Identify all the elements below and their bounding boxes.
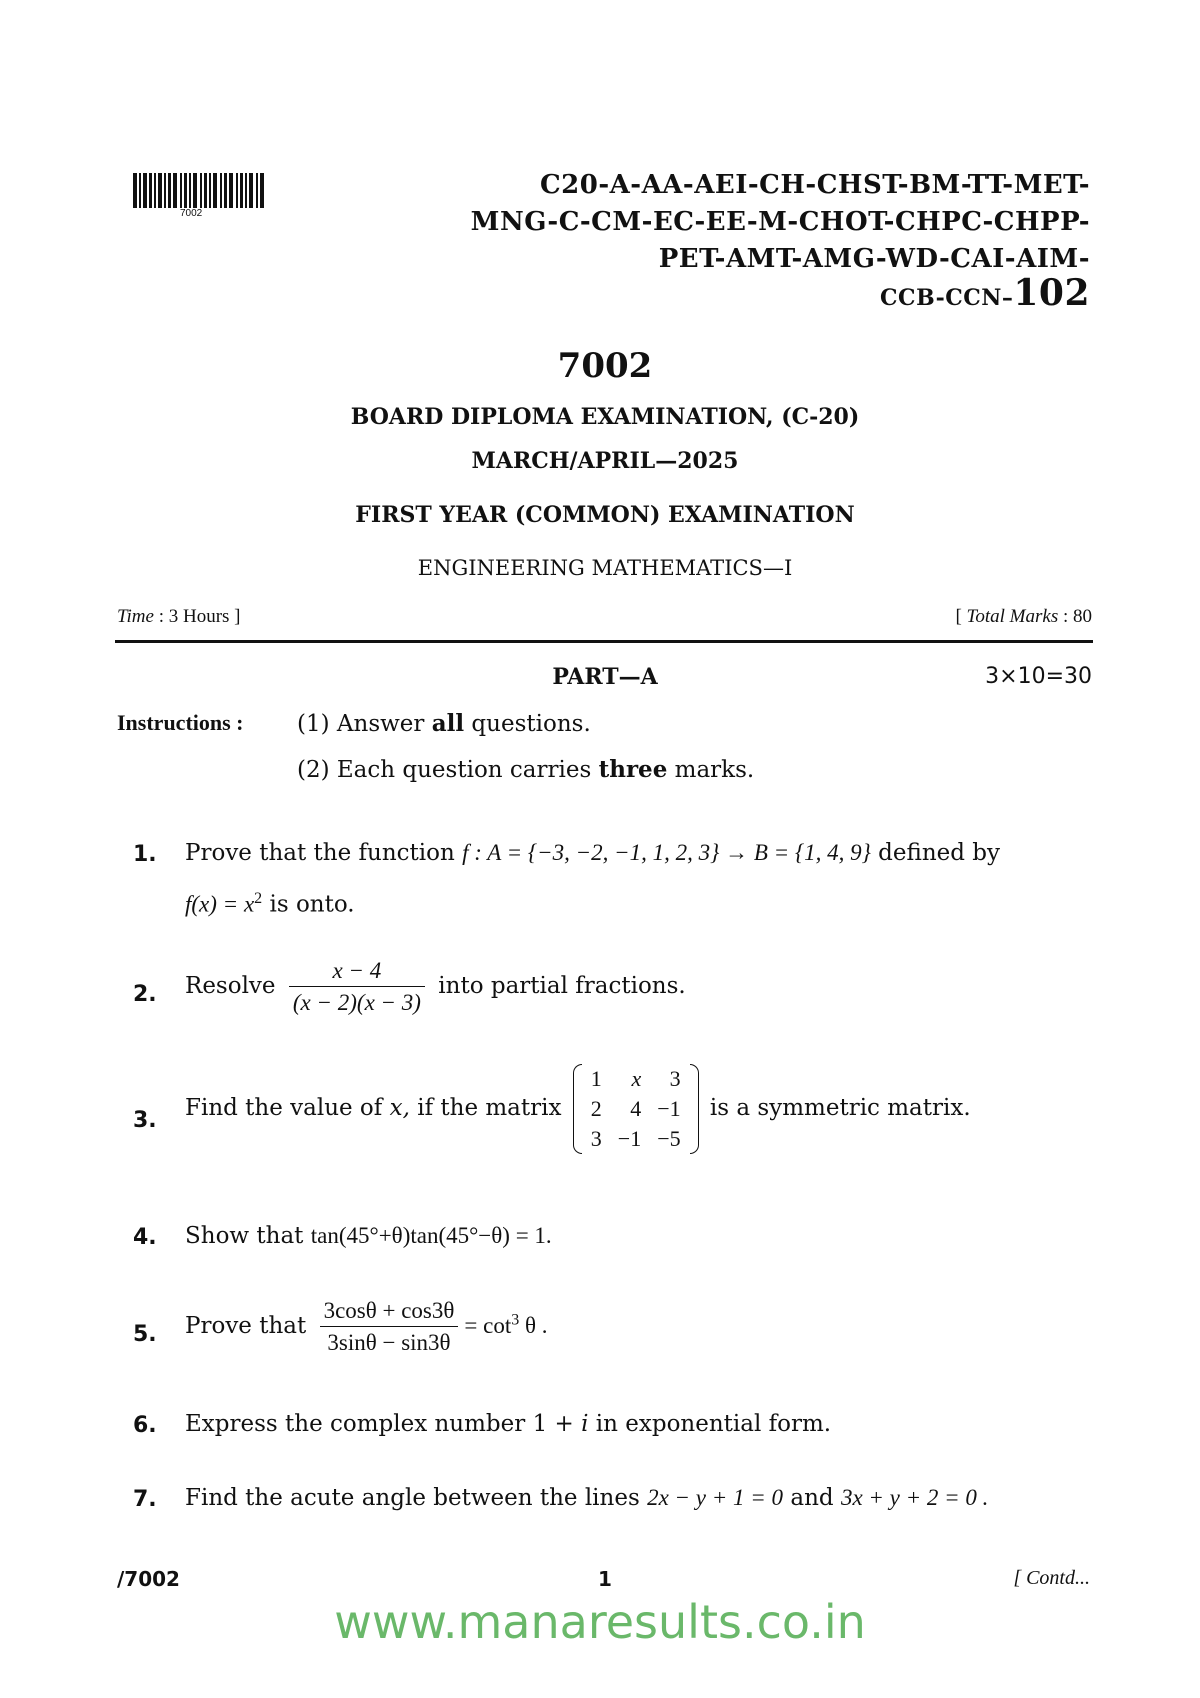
instruction-2-suffix: marks. [667,757,755,783]
instruction-1-prefix: (1) Answer [297,711,432,737]
question-3-matrix [573,1064,699,1154]
instruction-1-bold: all [431,710,465,737]
question-1-text-3: is onto. [262,891,355,918]
question-2-text-2: into partial fractions. [430,973,686,999]
question-7-number: 7. [133,1487,157,1512]
question-7-text-2: and [783,1485,841,1511]
course-code-prefix: CCB-CCN– [880,285,1014,311]
question-5-line [185,1298,548,1356]
matrix-cell: 3 [590,1126,602,1151]
question-7-line-eq-2: 3x + y + 2 = 0 . [840,1485,989,1510]
exam-session: MARCH/APRIL—2025 [471,448,739,474]
question-1-text: Prove that the function [185,840,463,866]
question-4-line [185,1223,552,1249]
question-6-text: Express the complex number 1 + [185,1411,582,1437]
question-3-line [185,1064,971,1154]
instruction-1 [297,710,591,737]
marks-info [955,606,1092,628]
matrix-cell: 1 [590,1066,602,1091]
paper-code: 7002 [557,346,653,386]
footer-contd: [ Contd... [1013,1567,1090,1589]
question-2-number: 2. [133,982,157,1007]
question-4-math: tan(45°+θ)tan(45°−θ) = 1. [310,1223,552,1248]
matrix-cell: 4 [630,1096,642,1121]
instruction-2 [297,756,754,783]
course-codes-line-4 [880,272,1090,314]
question-5-text: Prove that [185,1313,307,1339]
exam-title: BOARD DIPLOMA EXAMINATION, (C-20) [350,404,860,430]
course-codes-line-3: PET-AMT-AMG-WD-CAI-AIM- [658,244,1090,274]
instructions-label: Instructions : [117,710,244,735]
question-1-text-2: defined by [870,840,1001,866]
instruction-2-prefix: (2) Each question carries [297,757,599,783]
question-6-text-2: in exponential form. [588,1411,832,1437]
question-1-number: 1. [133,842,157,867]
barcode-image [133,173,266,208]
question-7-line [185,1485,988,1511]
question-5-number: 5. [133,1322,157,1347]
question-6-number: 6. [133,1413,157,1438]
course-codes-line-2: MNG-C-CM-EC-EE-M-CHOT-CHPC-CHPP- [470,207,1090,237]
marks-label: Total Marks [966,606,1059,627]
time-label: Time [117,606,154,627]
question-1-math: f : A = {−3, −2, −1, 1, 2, 3} → B = {1, 4, 9} [462,840,871,865]
instruction-1-suffix: questions. [464,711,591,737]
marks-bracket: [ [955,606,962,627]
question-5-rhs: = cot [464,1313,512,1338]
question-4-text: Show that [185,1223,311,1249]
course-codes-line-1: C20-A-AA-AEI-CH-CHST-BM-TT-MET- [539,170,1090,200]
course-code-number: 102 [1013,272,1090,314]
question-1-function: f(x) = x [185,891,255,917]
time-value: : 3 Hours ] [158,606,241,627]
page-number: 1 [598,1567,612,1591]
question-3-variable: x, [389,1095,410,1121]
question-5-fraction [320,1298,459,1356]
question-2-denominator: (x − 2)(x − 3) [292,990,421,1015]
matrix-cell: −1 [617,1126,642,1151]
question-6-variable: i [581,1411,589,1437]
question-3-text-2: if the matrix [409,1095,562,1121]
question-5-exponent: 3 [511,1311,520,1329]
question-7-line-eq-1: 2x − y + 1 = 0 [647,1485,784,1510]
question-2-text: Resolve [185,973,276,999]
question-3-text: Find the value of [185,1095,390,1121]
part-marks: 3×10=30 [985,664,1092,689]
marks-value: : 80 [1062,606,1092,627]
barcode-number: 7002 [180,208,203,219]
question-5-numerator: 3cosθ + cos3θ [320,1298,459,1327]
instruction-2-bold: three [598,756,668,783]
subject-title: ENGINEERING MATHEMATICS—I [417,556,793,580]
question-2-fraction [289,958,425,1016]
question-7-text: Find the acute angle between the lines [185,1485,648,1511]
matrix-cell: 2 [590,1096,602,1121]
website-watermark: www.manaresults.co.in [334,1595,866,1649]
question-2-numerator: x − 4 [289,958,425,987]
matrix-cell: x [631,1066,642,1091]
question-3-number: 3. [133,1108,157,1133]
question-6-line [185,1411,831,1437]
footer-paper-code: /7002 [117,1567,180,1591]
time-info [117,606,241,628]
matrix-cell: −1 [657,1096,681,1121]
question-3-text-3: is a symmetric matrix. [702,1095,971,1121]
question-5-denominator: 3sinθ − sin3θ [327,1330,451,1355]
header-rule [115,640,1093,643]
question-5-rhs-2: θ . [519,1313,548,1338]
question-1-exponent: 2 [254,890,263,907]
part-title: PART—A [552,664,658,690]
question-1-line-1 [185,840,1000,866]
matrix-cell: −5 [657,1126,681,1151]
matrix-cell: 3 [669,1066,681,1091]
question-4-number: 4. [133,1225,157,1250]
question-2-line [185,958,686,1016]
exam-year: FIRST YEAR (COMMON) EXAMINATION [355,502,855,528]
question-1-line-2 [185,890,355,918]
